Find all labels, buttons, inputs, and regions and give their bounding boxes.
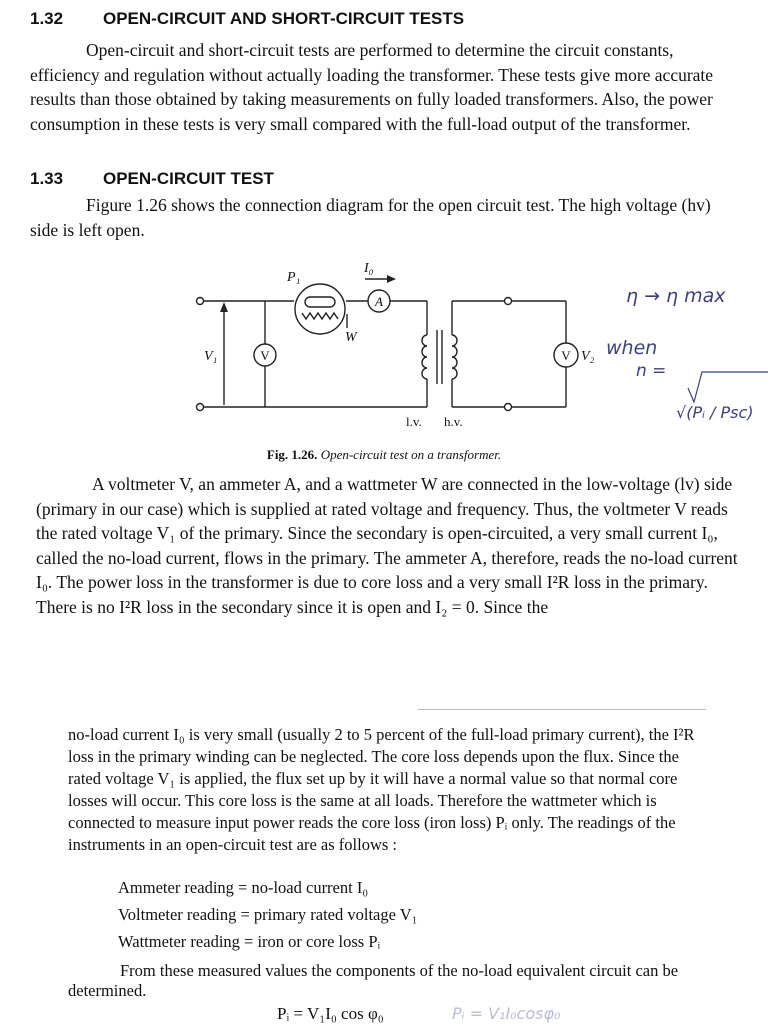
handwritten-note-sqrt-formula: √(Pᵢ / Psc) (676, 403, 754, 422)
page1-paragraph (36, 472, 739, 619)
input-terminal-bottom (197, 404, 204, 411)
wattmeter-current-coil (305, 297, 335, 307)
section-133-title: OPEN-CIRCUIT TEST (103, 169, 274, 188)
figure-caption-text: Open-circuit test on a transformer. (320, 447, 502, 462)
output-terminal-bottom (505, 404, 512, 411)
wattmeter-pressure-coil (302, 313, 338, 319)
secondary-winding (452, 335, 457, 379)
reading-voltmeter: Voltmeter reading = primary rated voltage V₁ (118, 905, 418, 924)
handwritten-note-eta-max: η → η max (626, 285, 726, 307)
label-lv: l.v. (406, 414, 422, 429)
page2-conclusion (68, 961, 708, 1001)
label-i0: I₀ (364, 261, 374, 276)
reading-ammeter: Ammeter reading = no-load current I₀ (118, 878, 369, 897)
figure-caption-number: Fig. 1.26. (266, 447, 318, 462)
label-v1: V₁ (204, 349, 218, 364)
output-terminal-top (505, 298, 512, 305)
page-divider (418, 709, 706, 710)
section-132-title: OPEN-CIRCUIT AND SHORT-CIRCUIT TESTS (103, 9, 465, 28)
i0-arrowhead (387, 275, 396, 283)
page2-conclusion-text: From these measured values the components of the no-load equivalent circuit can be determined. (68, 961, 679, 1000)
section-132-paragraph-text: Open-circuit and short-circuit tests are performed to determine the circuit constants, efficiency and regulation without actually loading the transformer. These tests give more accurate results than those obtained by taking measurements on fully loaded transformers. Also, the power consumption in these tests is very small compared with the full-load output of the transformer. (30, 40, 714, 134)
label-w: W (345, 330, 357, 345)
equation-core-loss: Pᵢ = V₁I₀ cos φ₀ (277, 1004, 384, 1023)
handwritten-note-when: when (606, 337, 658, 359)
section-133-paragraph (30, 193, 742, 242)
page2-paragraph: no-load current I₀ is very small (usually 2 to 5 percent of the full-load primary current), the I²R loss in the primary winding can be neglected. The core loss depends upon the flux. Since the rated voltage V₁ is applied, the flux set up by it will have a normal value so that normal core losses will occur. This core loss is the same at all loads. Therefore the wattmeter which is connected to measure input power reads the core loss (iron loss) Pᵢ only. The readings of the instruments in an open-circuit test are as follows : (68, 725, 695, 854)
label-v-left: V (260, 348, 270, 363)
section-132-paragraph (30, 38, 742, 136)
primary-winding (422, 335, 427, 379)
label-a: A (375, 294, 383, 309)
handwritten-equation-faint: Pᵢ = V₁I₀cosφ₀ (452, 1004, 561, 1023)
wattmeter (295, 284, 345, 334)
input-terminal-top (197, 298, 204, 305)
handwritten-sqrt (688, 372, 768, 402)
section-133-paragraph-text: Figure 1.26 shows the connection diagram for the open circuit test. The high voltage (hv) side is left open. (30, 195, 711, 240)
reading-wattmeter: Wattmeter reading = iron or core loss Pᵢ (118, 932, 381, 951)
section-132-number: 1.32 (30, 9, 64, 28)
open-circuit-diagram (0, 250, 768, 446)
v1-arrowhead (220, 302, 228, 312)
label-p1: P₁ (287, 270, 301, 285)
label-v2: V₂ (581, 349, 595, 364)
label-v-right: V (561, 348, 571, 363)
handwritten-note-n-equals: n = (636, 361, 667, 381)
section-133-number: 1.33 (30, 169, 64, 188)
label-hv: h.v. (444, 414, 463, 429)
figure-caption (0, 447, 768, 463)
page1-paragraph-text: A voltmeter V, an ammeter A, and a wattmeter W are connected in the low-voltage (lv) side (primary in our case) which is supplied at rated voltage and frequency. Thus, the voltmeter V reads the rated voltage V₁ of the primary. Since the secondary is open-circuited, a very small current I₀, called the no-load current, flows in the primary. The ammeter A, therefore, reads the no-load current I₀. The power loss in the transformer is due to core loss and a very small I²R loss in the primary. There is no I²R loss in the secondary since it is open and I₂ = 0. Since the (36, 474, 738, 617)
